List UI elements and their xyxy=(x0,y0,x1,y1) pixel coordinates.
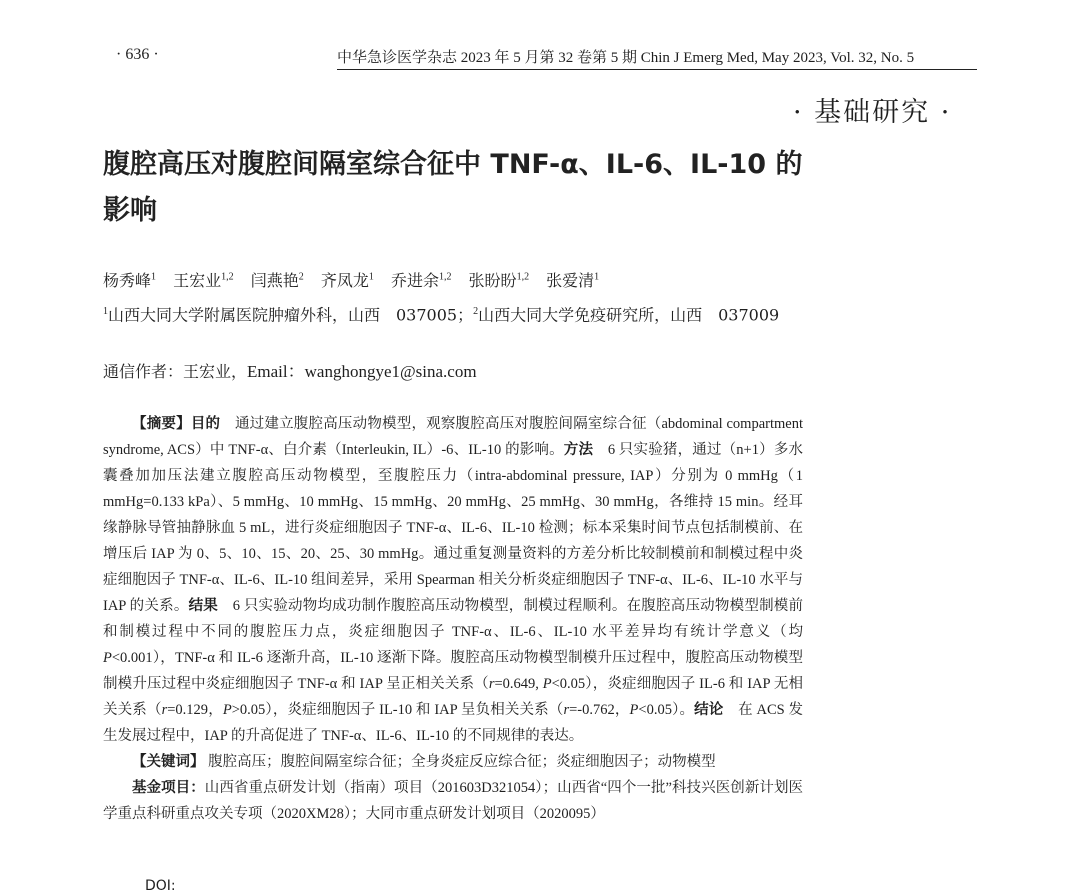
author: 张爱清$^1$ xyxy=(546,271,600,290)
author: 乔进余$^{1,2}$ xyxy=(390,271,452,290)
author: 王宏业$^{1,2}$ xyxy=(173,271,234,290)
author: 张盼盼$^{1,2}$ xyxy=(468,271,530,290)
abstract-body: 【摘要】目的 通过建立腹腔高压动物模型，观察腹腔高压对腹腔间隔室综合征（abdominal compartment syndrome, ACS）中 TNF-α、白介素（Interleukin, IL）-6、IL-10 的影响。方法 6 只实验猪，通过（n+1）多水囊叠加加压法建立腹腔高压动物模型，至腹腔压力（intra-abdominal pressure, IAP）分别为 0 mmHg（1 mmHg=0.133 kPa）、5 mmHg、10 mmHg、15 mmHg、20 mmHg、25 mmHg、30 mmHg，各维持 15 min。经耳缘静脉导管抽静脉血 5 mL，进行炎症细胞因子 TNF-α、IL-6、IL-10 检测；标本采集时间节点包括制模前、在增压后 IAP 为 0、5、10、15、20、25、30 mmHg。通过重复测量资料的方差分析比较制模前和制模过程中炎症细胞因子 TNF-α、IL-6、IL-10 组间差异，采用 Spearman 相关分析炎症细胞因子 TNF-α、IL-6、IL-10 水平与 IAP 的关系。结果 6 只实验动物均成功制作腹腔高压动物模型，制模过程顺利。在腹腔高压动物模型制模前和制模过程中不同的腹腔压力点，炎症细胞因子 TNF-α、IL-6、IL-10 水平差异均有统计学意义（均 P<0.001），TNF-α 和 IL-6 逐渐升高，IL-10 逐渐下降。腹腔高压动物模型制模升压过程中，腹腔高压动物模型制模升压过程中炎症细胞因子 TNF-α 和 IAP 呈正相关关系（r=0.649, P<0.05），炎症细胞因子 IL-6 和 IAP 无相关关系（r=0.129，P>0.05），炎症细胞因子 IL-10 和 IAP 呈负相关关系（r=-0.762，P<0.05）。结论 在 ACS 发生发展过程中，IAP 的升高促进了 TNF-α、IL-6、IL-10 的不同规律的表达。 xyxy=(103,416,804,744)
author: 闫燕艳$^2$ xyxy=(250,271,304,290)
affiliation-1: 山西大同大学附属医院肿瘤外科，山西 037005； xyxy=(108,305,474,325)
affiliations xyxy=(103,297,793,329)
corresponding-author: 通信作者：王宏业，Email：wanghongye1@sina.com xyxy=(103,362,477,381)
section-label: · 基础研究 · xyxy=(793,97,952,128)
author-list xyxy=(103,268,823,291)
abstract xyxy=(103,411,803,827)
author: 杨秀峰$^1$ xyxy=(103,271,157,290)
keywords: 【关键词】 腹腔高压；腹腔间隔室综合征；全身炎症反应综合征；炎症细胞因子；动物模型 xyxy=(132,754,716,770)
page-number: · 636 · xyxy=(116,46,159,63)
article-title: 腹腔高压对腹腔间隔室综合征中 TNF-α、IL-6、IL-10 的影响 xyxy=(103,149,803,226)
funding: 基金项目：山西省重点研发计划（指南）项目（201603D321054）；山西省“四个一批”科技兴医创新计划医学重点科研重点攻关专项（2020XM28）；大同市重点研发计划项目（2020095） xyxy=(103,780,803,822)
affiliation-mark: 2 xyxy=(473,306,479,317)
journal-running-header: 中华急诊医学杂志 2023 年 5 月第 32 卷第 5 期 Chin J Emerg Med, May 2023, Vol. 32, No. 5 xyxy=(337,46,977,70)
author: 齐凤龙$^1$ xyxy=(320,271,374,290)
affiliation-2: 山西大同大学免疫研究所，山西 037009 xyxy=(478,305,780,325)
doi-label: DOI: xyxy=(145,878,176,894)
email-link[interactable]: wanghongye1@sina.com xyxy=(304,362,477,381)
affiliation-mark: 1 xyxy=(103,306,108,317)
